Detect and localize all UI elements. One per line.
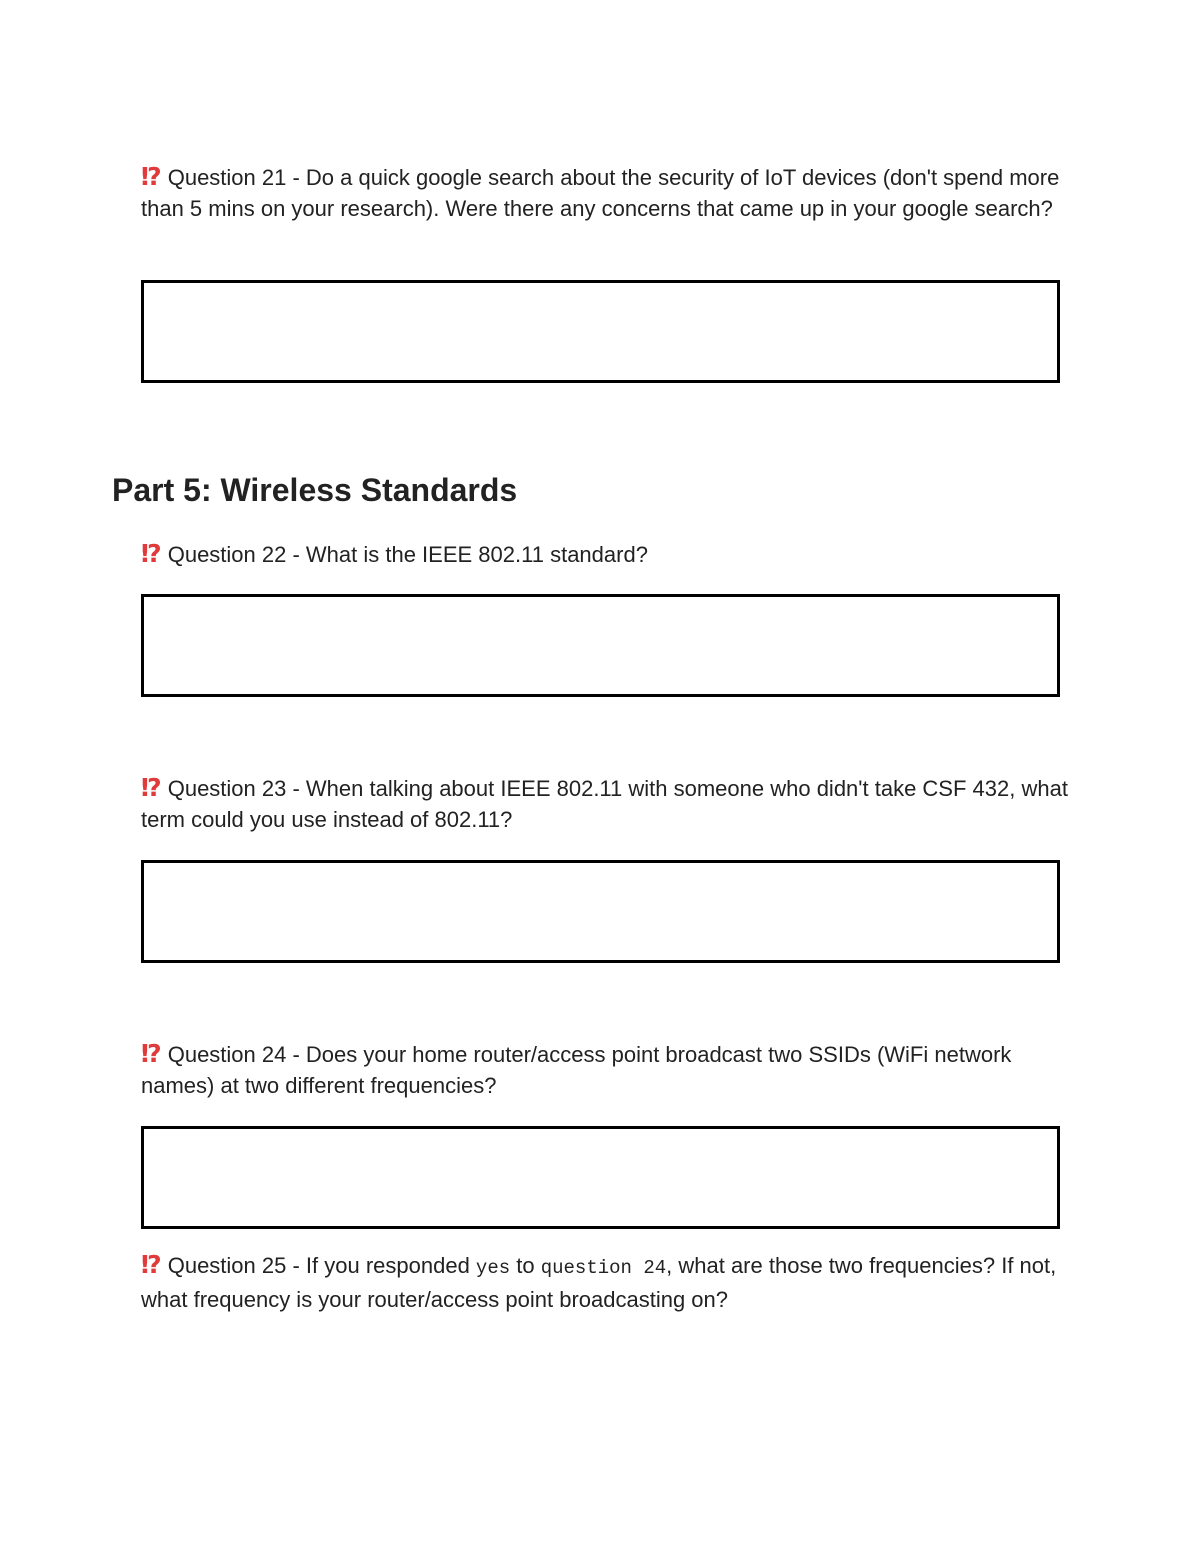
interrobang-icon: ⁉ xyxy=(141,1251,160,1279)
interrobang-icon: ⁉ xyxy=(141,540,160,568)
question-21 xyxy=(141,162,1071,224)
question-25 xyxy=(141,1250,1071,1315)
question-24-text: Question 24 - Does your home router/access point broadcast two SSIDs (WiFi network names) at two different frequencies? xyxy=(141,1042,1012,1098)
interrobang-icon: ⁉ xyxy=(141,163,160,191)
interrobang-icon: ⁉ xyxy=(141,1040,160,1068)
question-24 xyxy=(141,1039,1071,1101)
question-25-text-a: Question 25 - If you responded xyxy=(167,1253,476,1278)
section-heading: Part 5: Wireless Standards xyxy=(112,472,518,508)
question-22-text: Question 22 - What is the IEEE 802.11 standard? xyxy=(167,542,648,567)
question-23-text: Question 23 - When talking about IEEE 802.11 with someone who didn't take CSF 432, what term could you use instead of 802.11? xyxy=(141,776,1068,832)
interrobang-icon: ⁉ xyxy=(141,774,160,802)
question-25-text-c: , what are those two frequencies? If not, what frequency is your router/access point broadcasting on? xyxy=(141,1253,1057,1312)
answer-box-21[interactable] xyxy=(141,280,1060,383)
answer-box-23[interactable] xyxy=(141,860,1060,963)
code-yes: yes xyxy=(475,1257,511,1279)
code-question-24: question 24 xyxy=(540,1257,667,1279)
question-25-text-b: to xyxy=(510,1253,541,1278)
answer-box-24[interactable] xyxy=(141,1126,1060,1229)
question-21-text: Question 21 - Do a quick google search about the security of IoT devices (don't spend more than 5 mins on your research). Were there any concerns that came up in your google search? xyxy=(141,165,1060,221)
question-23 xyxy=(141,773,1071,835)
answer-box-22[interactable] xyxy=(141,594,1060,697)
question-22 xyxy=(141,539,1071,570)
